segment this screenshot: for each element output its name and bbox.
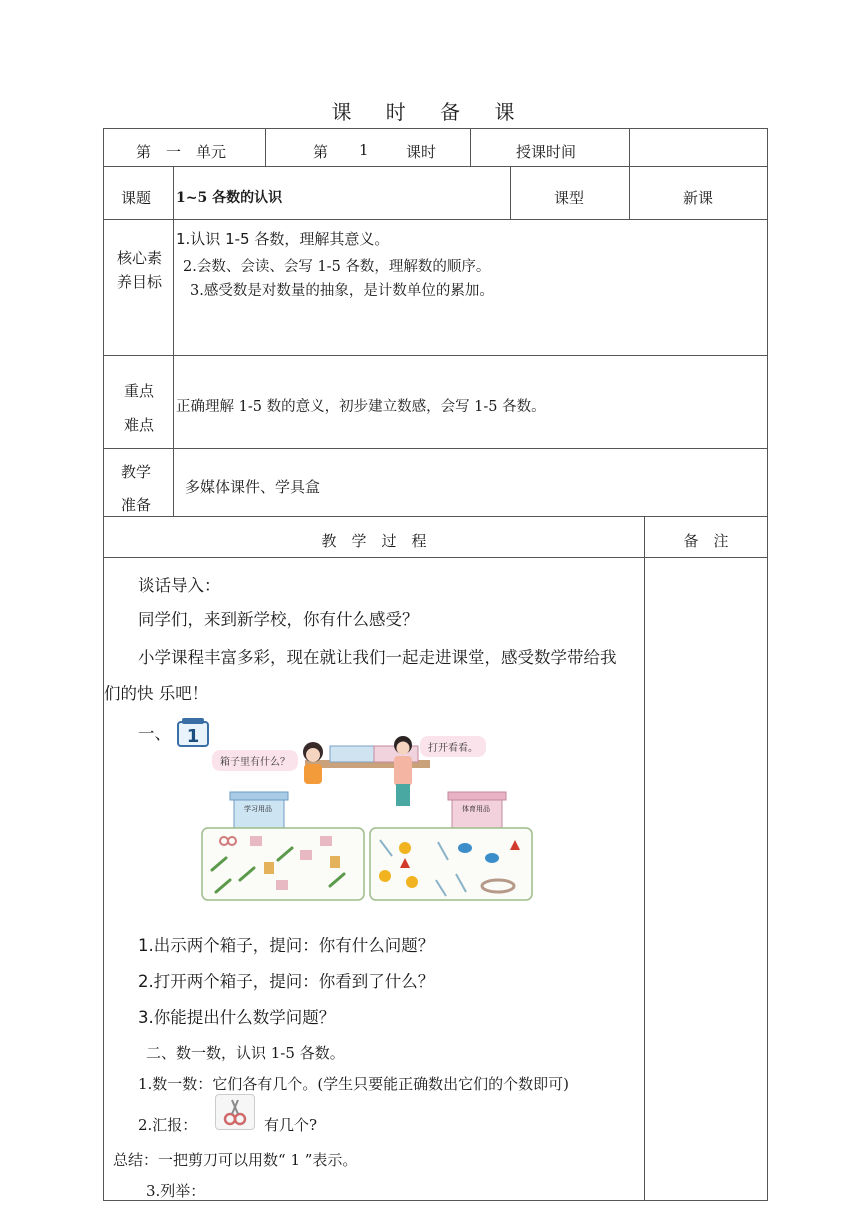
prep-value: 多媒体课件、学具盒	[185, 478, 321, 496]
question-2: 2.打开两个箱子，提问：你看到了什么？	[138, 972, 435, 991]
page-title: 课 时 备 课	[331, 100, 529, 124]
goals-label: 核心素 养目标	[117, 249, 163, 291]
intro-paragraph-line2: 们的快 乐吧！	[104, 684, 209, 703]
section-2-step-1: 1.数一数：它们各有几个。(学生只要能正确数出它们的个数即可)	[138, 1075, 570, 1093]
illustration-drawing	[180, 710, 550, 915]
notes-header: 备 注	[683, 532, 729, 550]
intro-question: 同学们，来到新学校，你有什么感受？	[138, 610, 419, 629]
question-3: 3.你能提出什么数学问题？	[138, 1008, 336, 1027]
box-label-right: 体育用品	[462, 805, 490, 813]
teaching-time-label: 授课时间	[516, 143, 577, 161]
lesson-type-value: 新课	[683, 189, 714, 207]
lesson-suffix: 课时	[406, 143, 437, 161]
box-label-left: 学习用品	[244, 805, 272, 813]
goal-item-3: 3.感受数是对数量的抽象，是计数单位的累加。	[190, 283, 494, 299]
intro-paragraph-line1: 小学课程丰富多彩，现在就让我们一起走进课堂，感受数学带给我	[138, 648, 617, 667]
topic-value: 1~5 各数的认识	[176, 190, 283, 206]
speech-bubble-left: 箱子里有什么？	[212, 750, 298, 771]
goal-item-1: 1.认识 1-5 各数，理解其意义。	[176, 230, 390, 248]
topic-label: 课题	[121, 189, 152, 207]
speech-bubble-right: 打开看看。	[420, 736, 486, 757]
lesson-prefix: 第	[313, 143, 329, 161]
summary-text: 总结：一把剪刀可以用数“ 1 ”表示。	[113, 1151, 358, 1169]
unit-label: 第 一 单元	[136, 143, 227, 161]
question-1: 1.出示两个箱子，提问：你有什么问题？	[138, 936, 435, 955]
section-1-label: 一、	[138, 724, 171, 743]
key-points-value: 正确理解 1-5 数的意义，初步建立数感，会写 1-5 各数。	[176, 399, 546, 415]
badge-number: 1	[186, 726, 200, 747]
key-points-label: 重点 难点	[124, 382, 155, 434]
scissors-icon	[215, 1094, 255, 1130]
section-2-step-2-prefix: 2.汇报：	[138, 1116, 198, 1134]
boxes-illustration	[180, 710, 550, 915]
goal-item-2: 2.会数、会读、会写 1-5 各数，理解数的顺序。	[183, 259, 491, 275]
process-header: 教 学 过 程	[321, 532, 427, 550]
section-2-step-3: 3.列举：	[146, 1182, 206, 1200]
intro-title: 谈话导入：	[138, 576, 221, 595]
section-2-step-2-suffix: 有几个?	[264, 1116, 318, 1134]
prep-label: 教学 准备	[121, 463, 152, 514]
lesson-number: 1	[359, 141, 369, 159]
lesson-type-label: 课型	[554, 189, 585, 207]
section-2-title: 二、数一数，认识 1-5 各数。	[146, 1044, 345, 1062]
